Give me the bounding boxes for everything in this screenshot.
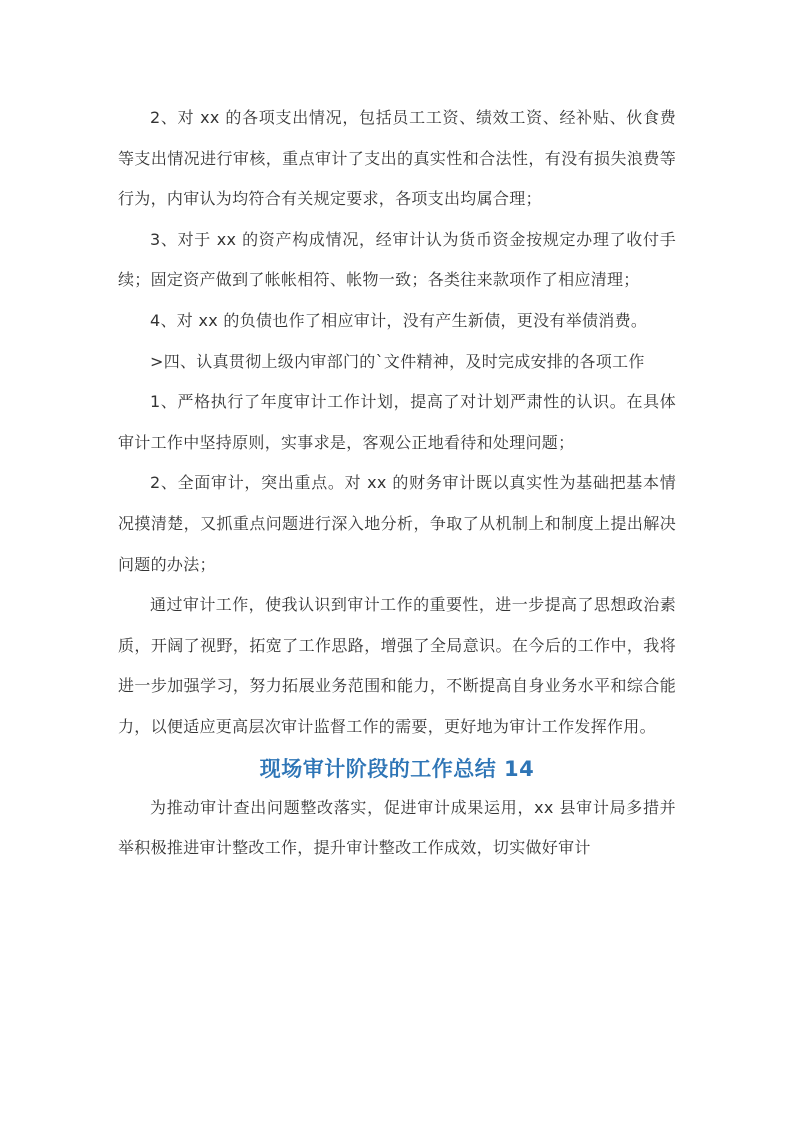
paragraph-asset-audit: 3、对于 xx 的资产构成情况，经审计认为货币资金按规定办理了收付手续；固定资产做到了帐帐相符、帐物一致；各类往来款项作了相应清理； (118, 229, 676, 290)
paragraph-plan-execution: 1、严格执行了年度审计工作计划，提高了对计划严肃性的认识。在具体审计工作中坚持原则，实事求是，客观公正地看待和处理问题； (118, 392, 676, 452)
paragraph-liability-audit: 4、对 xx 的负债也作了相应审计，没有产生新债，更没有举债消费。 (150, 310, 648, 330)
paragraph-comprehensive-audit: 2、全面审计，突出重点。对 xx 的财务审计既以真实性为基础把基本情况摸清楚，又抓重点问题进行深入地分析，争取了从机制上和制度上提出解决问题的办法； (118, 473, 676, 574)
paragraph-conclusion: 通过审计工作，使我认识到审计工作的重要性，进一步提高了思想政治素质，开阔了视野，拓宽了工作思路，增强了全局意识。在今后的工作中，我将进一步加强学习，努力拓展业务范围和能力，不断提高自身业务水平和综合能力，以便适应更高层次审计监督工作的需要，更好地为审计工作发挥作用。 (118, 595, 676, 736)
paragraph-rectification-intro: 为推动审计查出问题整改落实，促进审计成果运用，xx 县审计局多措并举积极推进审计整改工作，提升审计整改工作成效，切实做好审计 (118, 797, 676, 858)
document-page (118, 98, 676, 869)
paragraph-expense-audit: 2、对 xx 的各项支出情况，包括员工工资、绩效工资、经补贴、伙食费等支出情况进行审核，重点审计了支出的真实性和合法性，有没有损失浪费等行为，内审认为均符合有关规定要求，各项支出均属合理； (118, 108, 676, 209)
section-heading-four: >四、认真贯彻上级内审部门的`文件精神，及时完成安排的各项工作 (150, 351, 645, 371)
section-title: 现场审计阶段的工作总结 14 (259, 756, 535, 781)
